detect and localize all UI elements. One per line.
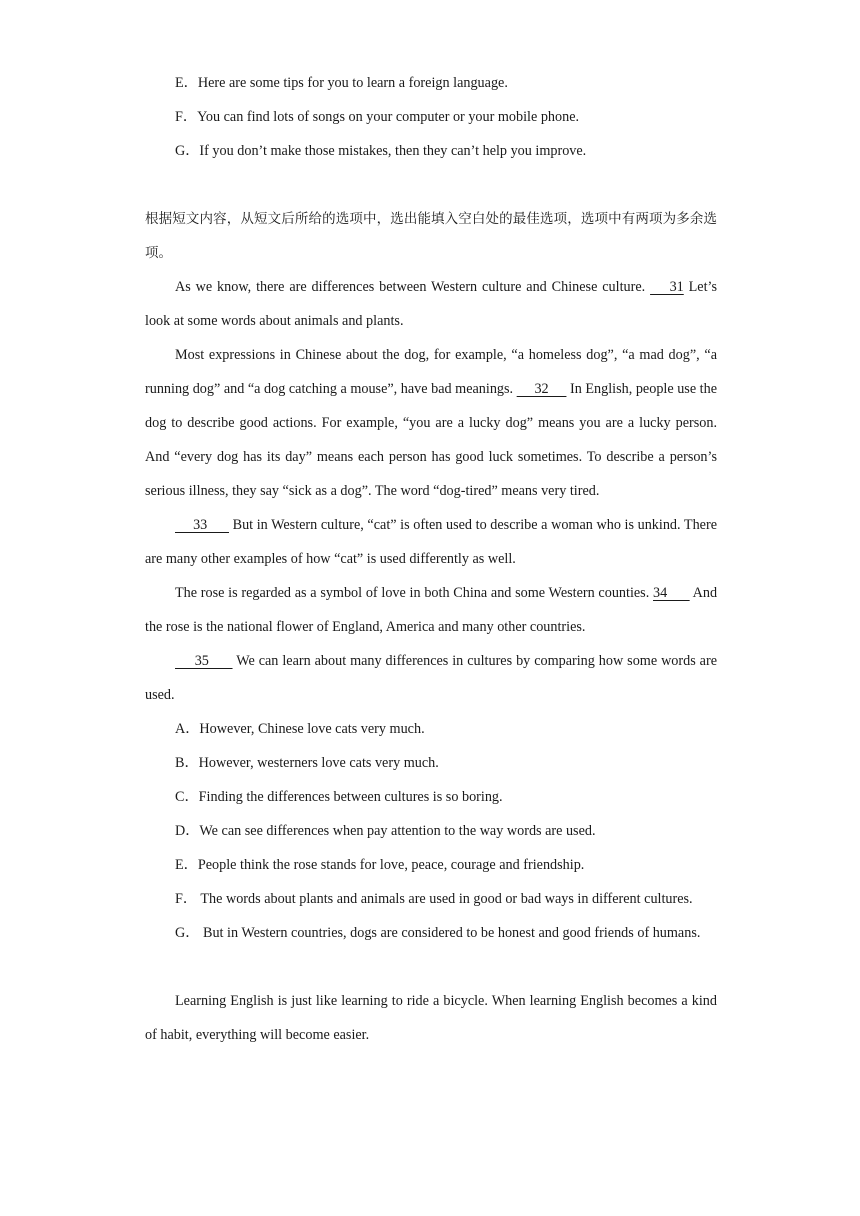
spacer (145, 950, 717, 984)
prev-option-g: G．If you don’t make those mistakes, then they can’t help you improve. (175, 143, 587, 159)
paragraph-3-text: But in Western culture, “cat” is often used to describe a woman who is unkind. There are many other examples of how “cat” is used differently as well. (145, 517, 718, 567)
paragraph-2 (145, 338, 717, 508)
option-g: G． But in Western countries, dogs are considered to be honest and good friends of humans. (175, 925, 701, 941)
prev-option-e: E．Here are some tips for you to learn a foreign language. (175, 75, 508, 91)
paragraph-5-text: We can learn about many differences in cultures by comparing how some words are used. (145, 653, 718, 703)
option-d: D．We can see differences when pay attention to the way words are used. (175, 823, 596, 839)
option-b: B．However, westerners love cats very much. (175, 755, 439, 771)
prev-option-f: F．You can find lots of songs on your computer or your mobile phone. (175, 109, 580, 125)
blank-31: 31 (650, 279, 684, 295)
blank-33: 33 (175, 517, 229, 533)
option-f: F． The words about plants and animals are used in good or bad ways in different cultures. (175, 891, 693, 907)
spacer (145, 168, 717, 202)
paragraph-1 (145, 270, 717, 338)
paragraph-1-text-b: Let’s look at some words about animals and plants. (145, 279, 717, 329)
option-c: C．Finding the differences between cultures is so boring. (175, 789, 503, 805)
next-passage: Learning English is just like learning to ride a bicycle. When learning English becomes a kind of habit, everything will become easier. (145, 993, 717, 1043)
paragraph-3 (145, 508, 717, 576)
paragraph-4-text-b: And the rose is the national flower of England, America and many other countries. (145, 585, 718, 635)
blank-35: 35 (175, 653, 233, 669)
blank-32: 32 (516, 381, 567, 397)
option-e: E．People think the rose stands for love, peace, courage and friendship. (175, 857, 585, 873)
document-page (145, 66, 717, 1052)
option-a: A．However, Chinese love cats very much. (175, 721, 425, 737)
paragraph-1-text: As we know, there are differences between Western culture and Chinese culture. (175, 279, 646, 295)
blank-34: 34 (653, 585, 690, 601)
instruction: 根据短文内容，从短文后所给的选项中，选出能填入空白处的最佳选项，选项中有两项为多余选项。 (145, 211, 717, 261)
paragraph-2-text: Most expressions in Chinese about the dog, for example, “a homeless dog”, “a mad dog”, “a running dog” and “a dog catching a mouse”, have bad meanings. (145, 347, 717, 397)
paragraph-4 (145, 576, 717, 644)
paragraph-5 (145, 644, 717, 712)
paragraph-2-text-b: In English, people use the dog to describe good actions. For example, “you are a lucky dog” means you are a lucky person. And “every dog has its day” means each person has good luck sometimes. To describe a person’s serious illness, they say “sick as a dog”. The word “dog-tired” means very tired. (145, 381, 718, 499)
paragraph-4-text: The rose is regarded as a symbol of love in both China and some Western counties. (175, 585, 650, 601)
